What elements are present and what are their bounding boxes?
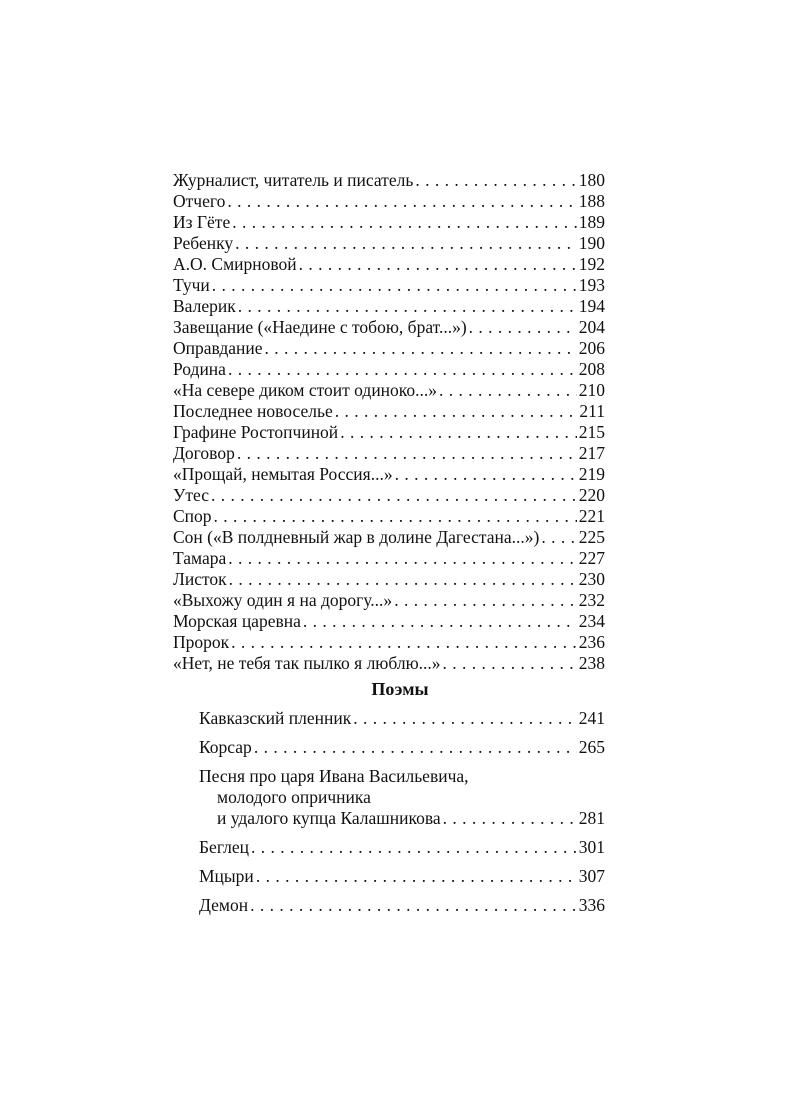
toc-entry	[173, 485, 605, 506]
dot-leader	[254, 737, 577, 758]
toc-entry-page: 220	[578, 485, 605, 505]
toc-entry	[173, 590, 605, 611]
toc-entry	[173, 506, 605, 527]
toc-entry-title: Графине Ростопчиной	[173, 422, 339, 442]
toc-entry-page: 210	[578, 380, 605, 400]
poem-page: 241	[578, 708, 605, 728]
poem-entry	[199, 837, 605, 858]
toc-entry-page: 193	[578, 275, 605, 295]
toc-entry-page: 219	[578, 464, 605, 484]
toc-entry-title: Договор	[173, 443, 235, 463]
toc-entry-page: 211	[579, 401, 605, 421]
toc-entry-title: Родина	[173, 359, 226, 379]
poem-title: и удалого купца Калашникова	[217, 808, 441, 828]
toc-entry	[173, 170, 605, 191]
poem-page: 301	[578, 837, 605, 857]
toc-entry-title: Сон («В полдневный жар в долине Дагестана...»)	[173, 527, 540, 547]
poem-page: 281	[578, 808, 605, 828]
dot-leader	[335, 401, 578, 422]
toc-entry-page: 190	[578, 233, 605, 253]
dot-leader	[237, 443, 577, 464]
toc-entry	[173, 443, 605, 464]
toc-entry-title: Морская царевна	[173, 611, 301, 631]
poem-entry	[199, 766, 605, 829]
toc-entry-page: 194	[578, 296, 605, 316]
toc-entry-title: Тучи	[173, 275, 210, 295]
toc-entry-title: Листок	[173, 569, 227, 589]
dot-leader	[415, 170, 576, 191]
toc-entry-title: «Выхожу один я на дорогу...»	[173, 590, 393, 610]
toc-entry-page: 230	[578, 569, 605, 589]
toc-entry	[173, 212, 605, 233]
toc-entry-title: «Нет, не тебя так пылко я люблю...»	[173, 653, 441, 673]
poem-title: Демон	[199, 895, 249, 915]
toc-entry-page: 238	[578, 653, 605, 673]
section-heading: Поэмы	[371, 679, 429, 699]
toc-entry-page: 234	[578, 611, 605, 631]
toc-entry-title: Спор	[173, 506, 212, 526]
toc-entry-page: 188	[578, 191, 605, 211]
dot-leader	[439, 380, 577, 401]
dot-leader	[250, 895, 577, 916]
poem-title: Мцыри	[199, 866, 254, 886]
dot-leader	[228, 548, 576, 569]
dot-leader	[211, 485, 577, 506]
toc-entry	[173, 632, 605, 653]
toc-entry-page: 227	[578, 548, 605, 568]
dot-leader	[541, 527, 576, 548]
toc-entry-title: А.О. Смирновой	[173, 254, 297, 274]
poem-entry	[199, 708, 605, 729]
dot-leader	[340, 422, 577, 443]
poem-page: 336	[578, 895, 605, 915]
poem-entry	[199, 866, 605, 887]
dot-leader	[251, 837, 577, 858]
dot-leader	[469, 317, 577, 338]
dot-leader	[299, 254, 577, 275]
toc-entry-title: Ребенку	[173, 233, 234, 253]
dot-leader	[227, 191, 576, 212]
toc-entry-title: «На севере диком стоит одиноко...»	[173, 380, 438, 400]
toc-entry-title: Тамара	[173, 548, 227, 568]
toc-entry-title: Валерик	[173, 296, 236, 316]
poems-list	[199, 708, 605, 924]
dot-leader	[235, 233, 577, 254]
toc-entry-page: 208	[578, 359, 605, 379]
toc-entry-title: Утес	[173, 485, 210, 505]
toc-entry	[173, 569, 605, 590]
poem-entry	[199, 737, 605, 758]
toc-entry-page: 215	[578, 422, 605, 442]
toc-entry-page: 189	[578, 212, 605, 232]
dot-leader	[232, 212, 577, 233]
dot-leader	[353, 708, 577, 729]
toc-entry-page: 180	[578, 170, 605, 190]
toc-entry	[173, 359, 605, 380]
toc-entry-page: 232	[578, 590, 605, 610]
toc-entry	[173, 338, 605, 359]
toc-entry	[173, 317, 605, 338]
toc-entry-page: 192	[578, 254, 605, 274]
toc-entry-page: 217	[578, 443, 605, 463]
toc-entry	[173, 275, 605, 296]
toc-entry	[173, 611, 605, 632]
toc-entry-title: Пророк	[173, 632, 230, 652]
dot-leader	[443, 653, 577, 674]
dot-leader	[212, 275, 577, 296]
dot-leader	[231, 632, 577, 653]
poem-title: Кавказский пленник	[199, 708, 352, 728]
poem-title: Корсар	[199, 737, 252, 757]
toc-entry	[173, 464, 605, 485]
toc-entry-title: Завещание («Наедине с тобою, брат...»)	[173, 317, 467, 337]
toc-entry	[173, 296, 605, 317]
toc-entry	[173, 380, 605, 401]
toc-entry-title: Из Гёте	[173, 212, 231, 232]
toc-entry	[173, 191, 605, 212]
dot-leader	[303, 611, 577, 632]
poem-title: Беглец	[199, 837, 249, 857]
toc-entry-page: 236	[578, 632, 605, 652]
toc-entry-page: 204	[578, 317, 605, 337]
poem-title-line: молодого опричника	[217, 787, 371, 807]
dot-leader	[229, 569, 577, 590]
toc-entry-page: 206	[578, 338, 605, 358]
toc-entry	[173, 254, 605, 275]
toc-entry-title: Отчего	[173, 191, 226, 211]
dot-leader	[265, 338, 577, 359]
toc-entry	[173, 548, 605, 569]
dot-leader	[394, 590, 577, 611]
dot-leader	[443, 808, 577, 829]
toc-entry	[173, 527, 605, 548]
toc-entry-title: Оправдание	[173, 338, 263, 358]
poem-page: 307	[578, 866, 605, 886]
dot-leader	[214, 506, 577, 527]
dot-leader	[256, 866, 577, 887]
poem-page: 265	[578, 737, 605, 757]
toc-entry-page: 225	[578, 527, 605, 547]
dot-leader	[228, 359, 577, 380]
toc-entry	[173, 401, 605, 422]
dot-leader	[395, 464, 577, 485]
toc-entry-title: Журналист, читатель и писатель	[173, 170, 414, 190]
poem-title-line: Песня про царя Ивана Васильевича,	[199, 766, 469, 786]
table-of-contents	[173, 170, 605, 674]
toc-entry-page: 221	[578, 506, 605, 526]
toc-entry-title: Последнее новоселье	[173, 401, 333, 421]
dot-leader	[238, 296, 577, 317]
toc-entry	[173, 422, 605, 443]
toc-entry	[173, 233, 605, 254]
poem-entry	[199, 895, 605, 916]
toc-entry-title: «Прощай, немытая Россия...»	[173, 464, 393, 484]
toc-entry	[173, 653, 605, 674]
